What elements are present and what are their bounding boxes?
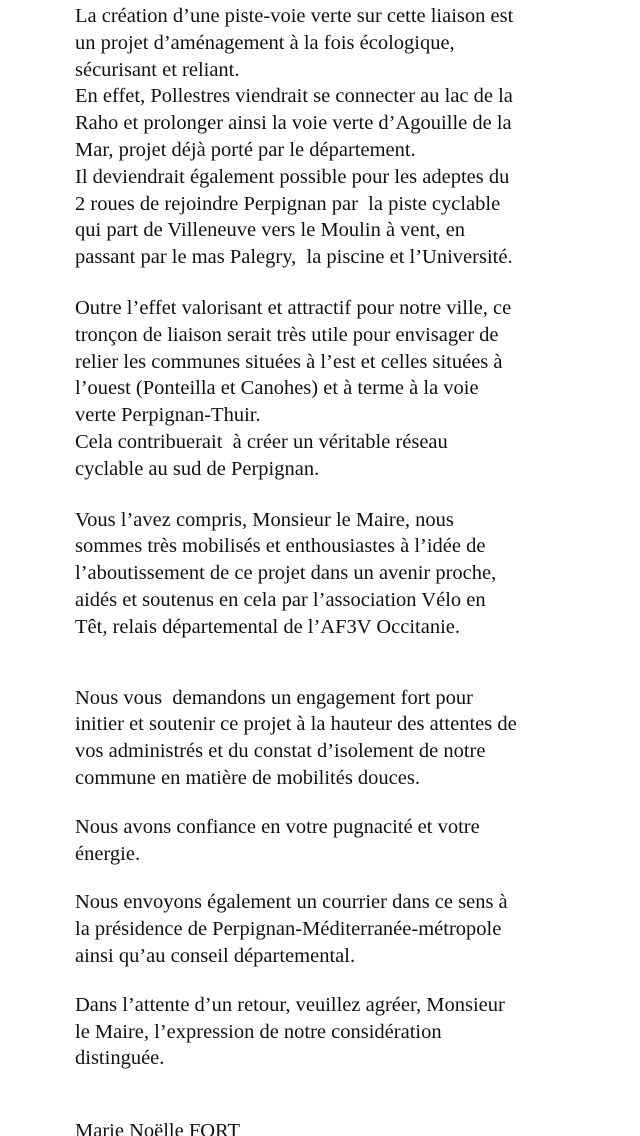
text-line: l’ouest (Ponteilla et Canohes) et à terme à la voie (75, 377, 479, 400)
paragraph-7 (75, 992, 575, 1072)
signature-name: Marie Noëlle FORT (75, 1120, 241, 1136)
text-line: aidés et soutenus en cela par l’association Vélo en (75, 588, 486, 611)
text-line: Nous vous demandons un engagement fort pour (75, 686, 473, 709)
paragraph-1 (75, 3, 575, 271)
text-line: Têt, relais départemental de l’AF3V Occitanie. (75, 615, 460, 638)
text-line: le Maire, l’expression de notre considération (75, 1020, 442, 1043)
text-line: Outre l’effet valorisant et attractif pour notre ville, ce (75, 296, 512, 319)
paragraph-spacer (75, 641, 575, 685)
letter-body (75, 3, 575, 1072)
paragraph-6 (75, 889, 575, 969)
text-line: verte Perpignan-Thuir. (75, 404, 261, 427)
text-line: initier et soutenir ce projet à la hauteur des attentes de (75, 713, 517, 736)
text-line: distinguée. (75, 1047, 165, 1070)
text-line: commune en matière de mobilités douces. (75, 766, 420, 789)
text-line: cyclable au sud de Perpignan. (75, 457, 320, 480)
text-line: un projet d’aménagement à la fois écologique, (75, 31, 455, 54)
text-line: sommes très mobilisés et enthousiastes à l’idée de (75, 535, 486, 558)
text-line: Mar, projet déjà porté par le département. (75, 138, 416, 161)
text-line: En effet, Pollestres viendrait se connecter au lac de la (75, 85, 513, 108)
paragraph-spacer (75, 970, 575, 992)
text-line: Dans l’attente d’un retour, veuillez agréer, Monsieur (75, 993, 505, 1016)
text-line: Vous l’avez compris, Monsieur le Maire, nous (75, 508, 454, 531)
paragraph-spacer (75, 483, 575, 507)
paragraph-spacer (75, 867, 575, 889)
text-line: énergie. (75, 842, 141, 865)
text-line: 2 roues de rejoindre Perpignan par la piste cyclable (75, 192, 501, 215)
text-line: qui part de Villeneuve vers le Moulin à vent, en (75, 219, 466, 242)
text-line: Nous avons confiance en votre pugnacité et votre (75, 815, 480, 838)
paragraph-spacer (75, 792, 575, 814)
text-line: passant par le mas Palegry, la piscine et l’Université. (75, 246, 513, 269)
paragraph-4 (75, 685, 575, 792)
text-line: sécurisant et reliant. (75, 58, 240, 81)
text-line: Cela contribuerait à créer un véritable réseau (75, 430, 448, 453)
text-line: la présidence de Perpignan-Méditerranée-métropole (75, 918, 502, 941)
text-line: relier les communes situées à l’est et celles situées à (75, 350, 503, 373)
text-line: Raho et prolonger ainsi la voie verte d’Agouille de la (75, 112, 512, 135)
paragraph-spacer (75, 271, 575, 295)
paragraph-5 (75, 814, 575, 868)
text-line: vos administrés et du constat d’isolement de notre (75, 740, 486, 763)
text-line: Il deviendrait également possible pour les adeptes du (75, 165, 510, 188)
text-line: La création d’une piste-voie verte sur cette liaison est (75, 5, 514, 27)
text-line: tronçon de liaison serait très utile pour envisager de (75, 323, 499, 346)
text-line: l’aboutissement de ce projet dans un avenir proche, (75, 562, 497, 585)
paragraph-3 (75, 507, 575, 641)
text-line: ainsi qu’au conseil départemental. (75, 944, 356, 967)
paragraph-2 (75, 295, 575, 483)
text-line: Nous envoyons également un courrier dans ce sens à (75, 891, 508, 914)
